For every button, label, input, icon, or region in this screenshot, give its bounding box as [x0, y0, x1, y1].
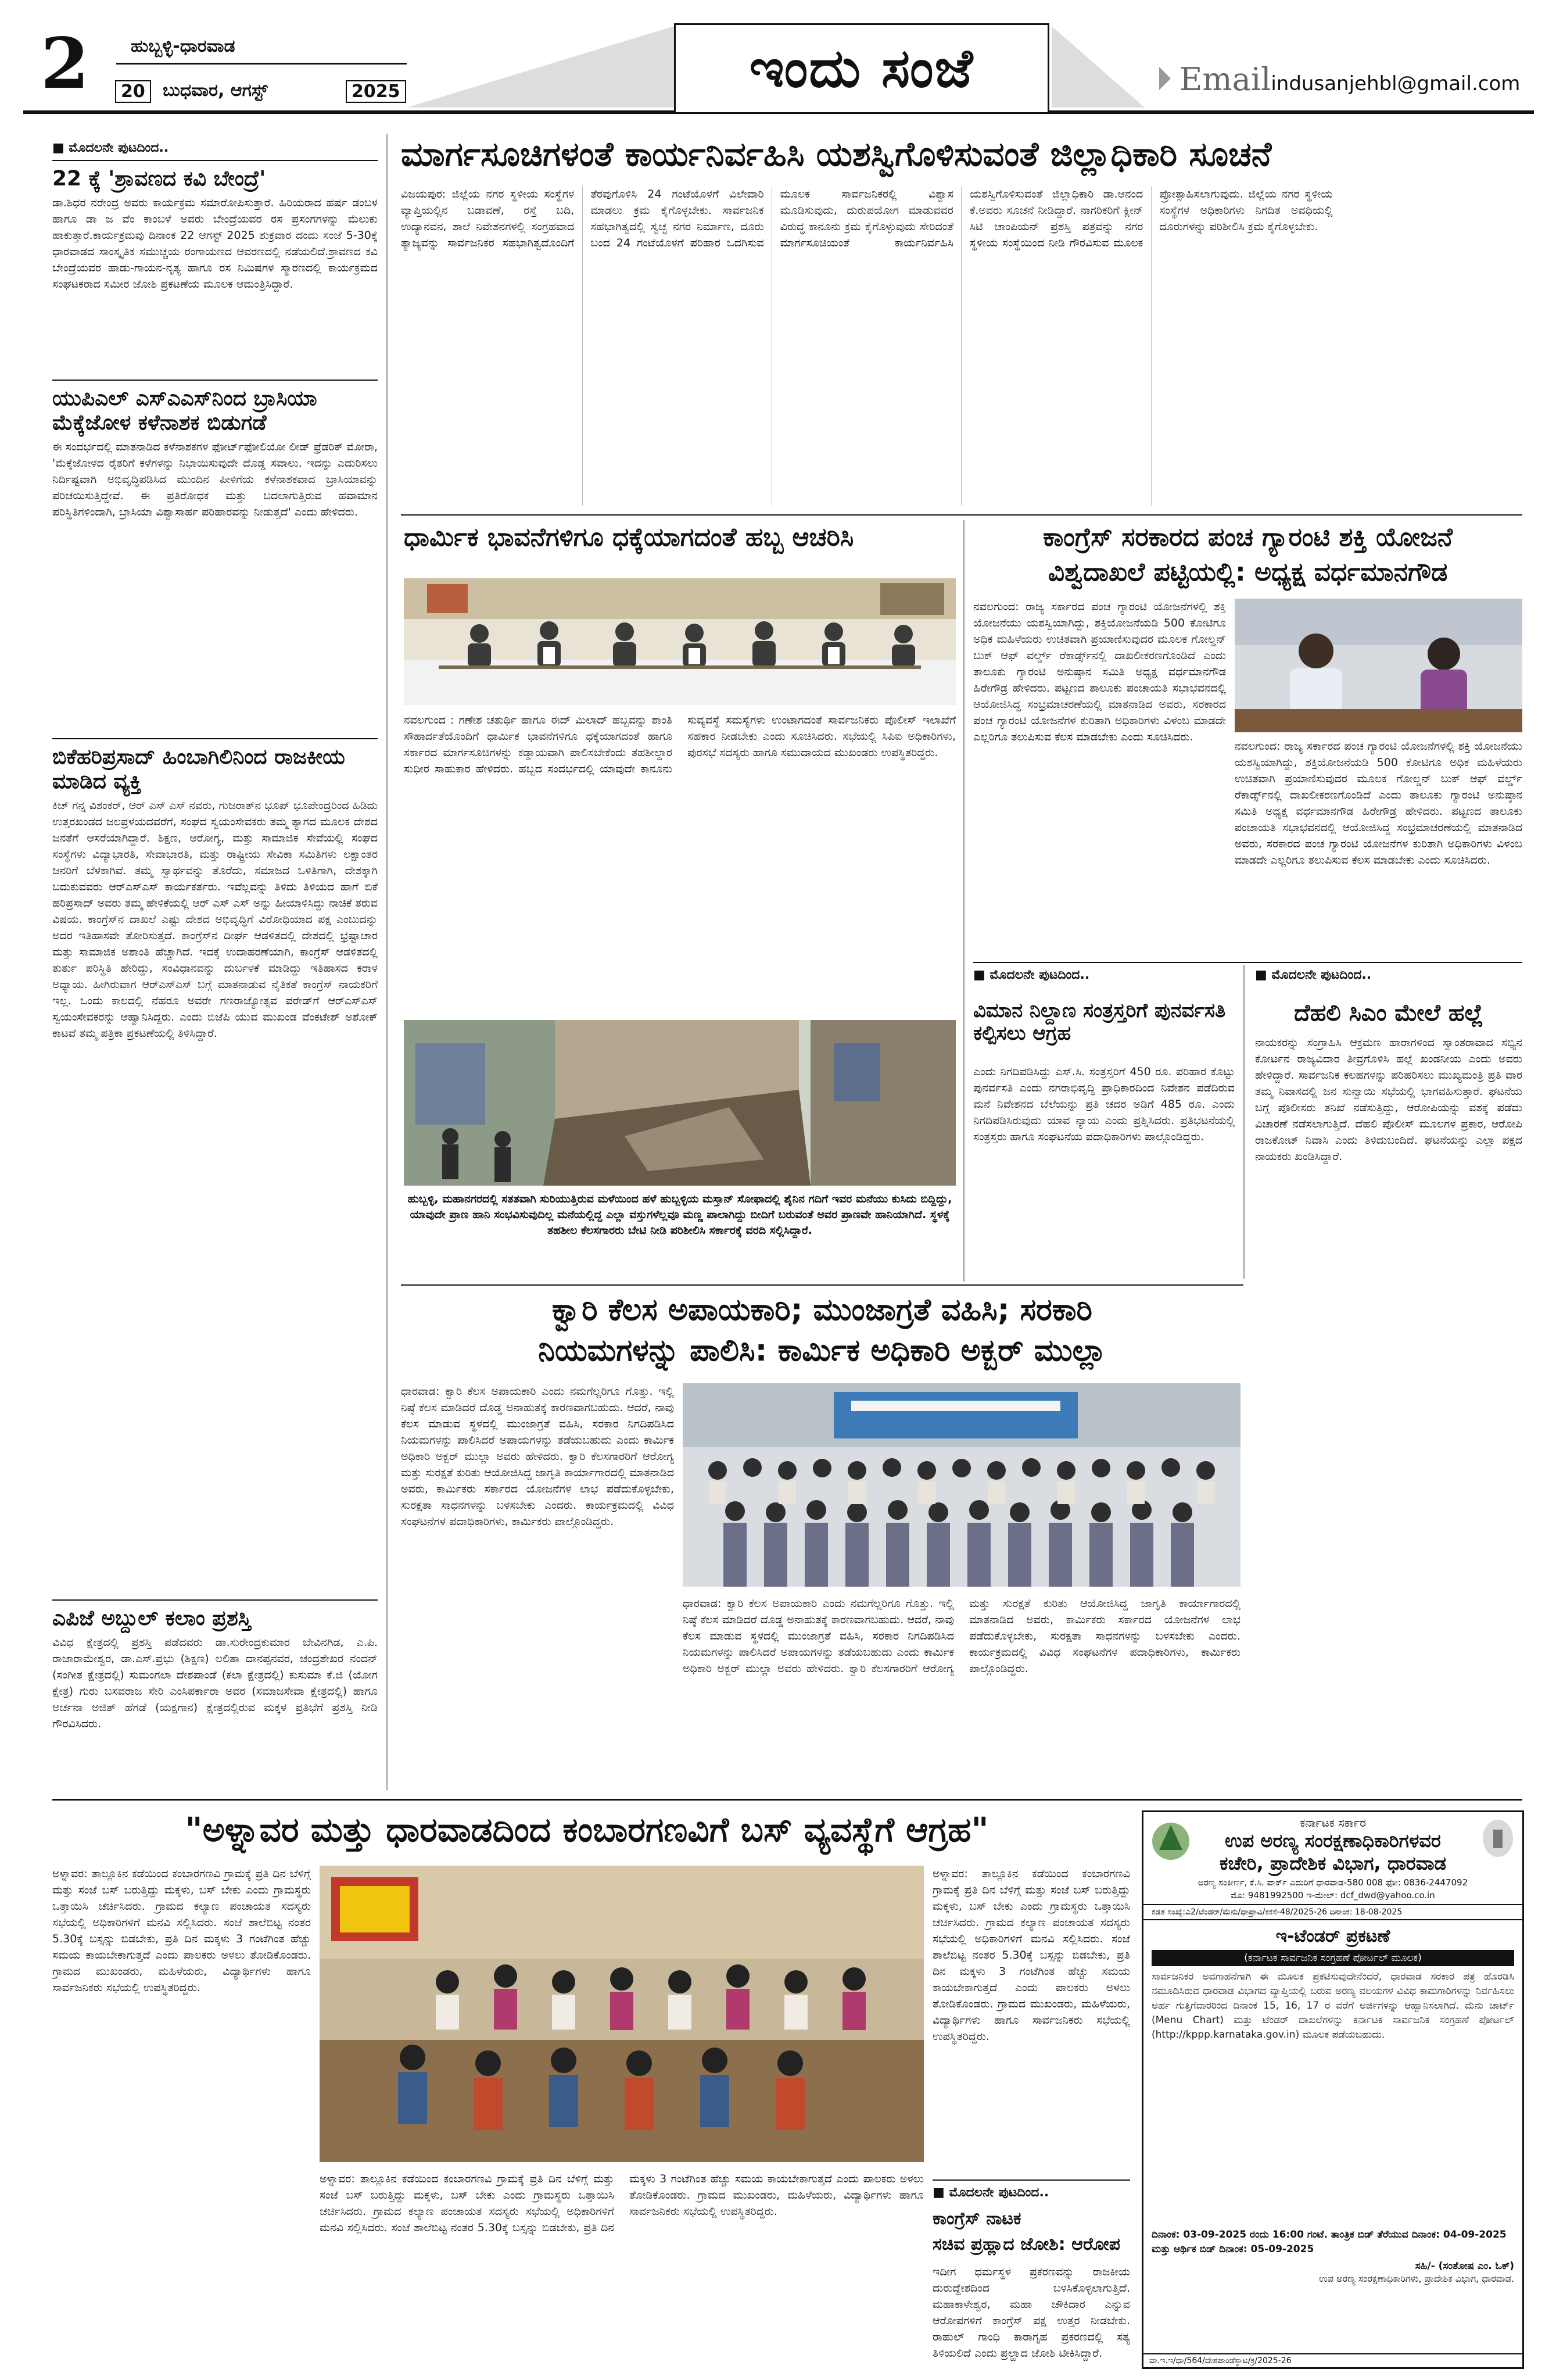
lead-headline: ಮಾರ್ಗಸೂಚಿಗಳಂತೆ ಕಾರ್ಯನಿರ್ವಹಿಸಿ ಯಶಸ್ವಿಗೊಳಿಸುವಂತೆ ಜಿಲ್ಲಾಧಿಕಾರಿ ಸೂಚನೆ — [401, 134, 1272, 174]
congress-body: ನವಲಗುಂದ: ರಾಜ್ಯ ಸರ್ಕಾರದ ಪಂಚ ಗ್ಯಾರಂಟಿ ಯೋಜನೆಗಳಲ್ಲಿ ಶಕ್ತಿ ಯೋಜನೆಯು ಯಶಸ್ವಿಯಾಗಿದ್ದು, ಶಕ್ತಿಯೋಜನೆಯಡಿ 500 ಕೋಟಿಗೂ ಅಧಿಕ ಮಹಿಳೆಯರು ಉಚಿತವಾಗಿ ಪ್ರಯಾಣಿಸುವುದರ ಮೂಲಕ ಗೋಲ್ಡನ್ ಬುಕ್ ಆಫ್ ವರ್ಲ್ಡ್ ರೆಕಾರ್ಡ್ಸ್‌ನಲ್ಲಿ ದಾಖಲೀಕರಣಗೊಂಡಿದೆ ಎಂದು ತಾಲೂಕು ಗ್ಯಾರಂಟಿ ಅನುಷ್ಠಾನ ಸಮಿತಿ ಅಧ್ಯಕ್ಷ ವರ್ಧಮಾನಗೌಡ ಹಿರೇಗೌಡ್ರ ಹೇಳಿದರು. ಪಟ್ಟಣದ ತಾಲೂಕು ಪಂಚಾಯತಿ ಸಭಾಭವನದಲ್ಲಿ ಆಯೋಜಿಸಿದ್ದ ಸಂಭ್ರಮಾಚರಣೆಯಲ್ಲಿ ಮಾತನಾಡಿದ ಅವರು, ಸರಕಾರದ ಪಂಚ ಗ್ಯಾರಂಟಿ ಯೋಜನೆಗಳ ಕುರಿತಾಗಿ ಅಧಿಕಾರಿಗಳು ವಿಳಂಬ ಮಾಡದೇ ಎಲ್ಲರಿಗೂ ತಲುಪಿಸುವ ಕೆಲಸ ಮಾಡಬೇಕು ಎಂದು ಸೂಚಿಸಿದರು. — [973, 600, 1226, 743]
divider — [401, 514, 1522, 516]
divider — [52, 738, 378, 739]
bus-body: ಅಳ್ನಾವರ: ತಾಲ್ಲೂಕಿನ ಕಡೆಯಿಂದ ಕಂಬಾರಗಣವಿ ಗ್ರಾಮಕ್ಕೆ ಪ್ರತಿ ದಿನ ಬೆಳಿಗ್ಗೆ ಮತ್ತು ಸಂಜೆ ಬಸ್ ಬರುತ್ತಿದ್ದು ಮಕ್ಕಳು, ಬಸ್ ಬೇಕು ಎಂದು ಗ್ರಾಮಸ್ಥರು ಒತ್ತಾಯಿಸಿ ಚರ್ಚಿಸಿದರು. ಗ್ರಾಮದ ಕಲ್ಯಾಣ ಪಂಚಾಯತ ಸದಸ್ಯರು ಸಭೆಯಲ್ಲಿ ಅಧಿಕಾರಿಗಳಿಗೆ ಮನವಿ ಸಲ್ಲಿಸಿದರು. ಸಂಜೆ ಶಾಲೆಬಿಟ್ಟ ನಂತರ 5.30ಕ್ಕೆ ಬಸ್ಸನ್ನು ಬಿಡಬೇಕು, ಪ್ರತಿ ದಿನ ಮಕ್ಕಳು 3 ಗಂಟೆಗಿಂತ ಹೆಚ್ಚು ಸಮಯ ಕಾಯಬೇಕಾಗುತ್ತದೆ ಎಂದು ಪಾಲಕರು ಅಳಲು ತೋಡಿಕೊಂಡರು. ಗ್ರಾಮದ ಮುಖಂಡರು, ಮಹಿಳೆಯರು, ವಿದ್ಯಾರ್ಥಿಗಳು ಹಾಗೂ ಸಾರ್ವಜನಿಕರು ಸಭೆಯಲ್ಲಿ ಉಪಸ್ಥಿತರಿದ್ದರು. — [52, 1867, 311, 1994]
delhi-body: ನಾಯಕರನ್ನು ಸಂಗ್ರಾಹಿಸಿ ಆಕ್ರಮಣ ಹಾರಾಗಳಿಂದ ಸ್ವಾಂತರಾವಾದ ಸಭ್ಯಿನ ಕೋರ್ಟನ ರಾಜ್ಯವಿದಾರ ತೀವ್ರಗೊಳಿಸಿ ಹಲ್ಲೆ ಖಂಡನೀಯ ಎಂದು ಅವರು ಹೇಳಿದ್ದಾರೆ. ಸಾರ್ವಜನಿಕ ಕಲಹಗಳನ್ನು ಪರಿಹರಿಸಲು ಮುಖ್ಯಮಂತ್ರಿ ಪ್ರತಿ ವಾರ ತಮ್ಮ ನಿವಾಸದಲ್ಲಿ ಜನ ಸುನ್ವಾಯಿ ಸಭೆಯಲ್ಲಿ ಭಾಗವಹಿಸುತ್ತಾರೆ. ಘಟನೆಯ ಬಗ್ಗೆ ಪೊಲೀಸರು ತನಿಖೆ ನಡೆಸುತ್ತಿದ್ದು, ಆರೋಪಿಯನ್ನು ವಶಕ್ಕೆ ಪಡೆದು ವಿಚಾರಣೆ ನಡೆಸಲಾಗುತ್ತಿದೆ. ದೆಹಲಿ ಪೊಲೀಸ್ ಮೂಲಗಳ ಪ್ರಕಾರ, ಆರೋಪಿ ರಾಜಕೋಟ್ ನಿವಾಸಿ ಎಂದು ತಿಳಿದುಬಂದಿದೆ. ಘಟನೆಯನ್ನು ಎಲ್ಲಾ ಪಕ್ಷದ ನಾಯಕರು ಖಂಡಿಸಿದ್ದಾರೆ. — [1255, 1036, 1522, 1163]
delhi-headline: ದೆಹಲಿ ಸಿಎಂ ಮೇಲೆ ಹಲ್ಲೆ — [1294, 1000, 1483, 1026]
date-text: ಬುಧವಾರ, ಆಗಸ್ಟ್ — [163, 80, 268, 101]
quarry-group-photo — [683, 1383, 1241, 1587]
date-day: 20 — [115, 80, 151, 103]
story-title: 22 ಕ್ಕೆ 'ಶ್ರಾವಣದ ಕವಿ ಬೇಂದ್ರೆ' — [52, 167, 266, 191]
masthead-right-shade — [1052, 26, 1145, 108]
notice-gov: ಕರ್ನಾಟಕ ಸರ್ಕಾರ — [1300, 1816, 1366, 1830]
divider — [52, 1799, 1522, 1801]
collapsed-house-photo — [404, 1020, 956, 1186]
tender-notice-ad — [1142, 1810, 1524, 2369]
quarry-headline-1: ಕ್ವಾರಿ ಕೆಲಸ ಅಪಾಯಕಾರಿ; ಮುಂಜಾಗ್ರತೆ ವಹಿಸಿ; ಸರಕಾರಿ — [552, 1293, 1092, 1327]
vimana-headline: ವಿಮಾನ ನಿಲ್ದಾಣ ಸಂತ್ರಸ್ತರಿಗೆ ಪುನರ್ವಸತಿ ಕಲ್ಪಿಸಲು ಆಗ್ರಹ — [973, 999, 1226, 1046]
continued-tag: ■ ಮೊದಲನೇ ಪುಟದಿಂದ.. — [973, 968, 1089, 982]
continued-tag: ■ ಮೊದಲನೇ ಪುಟದಿಂದ.. — [933, 2185, 1049, 2200]
column-rule — [1243, 965, 1245, 1279]
email-block — [1179, 61, 1520, 98]
bus-body-cont: ಅಳ್ನಾವರ: ತಾಲ್ಲೂಕಿನ ಕಡೆಯಿಂದ ಕಂಬಾರಗಣವಿ ಗ್ರಾಮಕ್ಕೆ ಪ್ರತಿ ದಿನ ಬೆಳಿಗ್ಗೆ ಮತ್ತು ಸಂಜೆ ಬಸ್ ಬರುತ್ತಿದ್ದು ಮಕ್ಕಳು, ಬಸ್ ಬೇಕು ಎಂದು ಗ್ರಾಮಸ್ಥರು ಒತ್ತಾಯಿಸಿ ಚರ್ಚಿಸಿದರು. ಗ್ರಾಮದ ಕಲ್ಯಾಣ ಪಂಚಾಯತ ಸದಸ್ಯರು ಸಭೆಯಲ್ಲಿ ಅಧಿಕಾರಿಗಳಿಗೆ ಮನವಿ ಸಲ್ಲಿಸಿದರು. ಸಂಜೆ ಶಾಲೆಬಿಟ್ಟ ನಂತರ 5.30ಕ್ಕೆ ಬಸ್ಸನ್ನು ಬಿಡಬೇಕು, ಪ್ರತಿ ದಿನ ಮಕ್ಕಳು 3 ಗಂಟೆಗಿಂತ ಹೆಚ್ಚು ಸಮಯ ಕಾಯಬೇಕಾಗುತ್ತದೆ ಎಂದು ಪಾಲಕರು ಅಳಲು ತೋಡಿಕೊಂಡರು. ಗ್ರಾಮದ ಮುಖಂಡರು, ಮಹಿಳೆಯರು, ವಿದ್ಯಾರ್ಥಿಗಳು ಹಾಗೂ ಸಾರ್ವಜನಿಕರು ಸಭೆಯಲ್ಲಿ ಉಪಸ್ಥಿತರಿದ್ದರು. — [320, 2173, 924, 2234]
dharmika-body: ನವಲಗುಂದ : ಗಣೇಶ ಚತುರ್ಥಿ ಹಾಗೂ ಈದ್ ಮಿಲಾದ್ ಹಬ್ಬವನ್ನು ಶಾಂತಿ ಸೌಹಾರ್ದತೆಯೊಂದಿಗೆ ಧಾರ್ಮಿಕ ಭಾವನೆಗಳಿಗೂ ಧಕ್ಕೆಯಾಗದಂತೆ ಹಾಗೂ ಸರ್ಕಾರದ ಮಾರ್ಗಸೂಚಿಗಳನ್ನು ಕಡ್ಡಾಯವಾಗಿ ಪಾಲಿಸಬೇಕೆಂದು ತಹಶೀಲ್ದಾರ ಸುಧೀರ ಸಾಹುಕಾರ ಹೇಳಿದರು. ಹಬ್ಬದ ಸಂದರ್ಭದಲ್ಲಿ ಯಾವುದೇ ಕಾನೂನು ಸುವ್ಯವಸ್ಥೆ ಸಮಸ್ಯೆಗಳು ಉಂಟಾಗದಂತೆ ಸಾರ್ವಜನಿಕರು ಪೊಲೀಸ್ ಇಲಾಖೆಗೆ ಸಹಕಾರ ನೀಡಬೇಕು ಎಂದು ಸೂಚಿಸಿದರು. ಸಭೆಯಲ್ಲಿ ಸಿಪಿಐ ಅಧಿಕಾರಿಗಳು, ಪುರಸಭೆ ಸದಸ್ಯರು ಹಾಗೂ ಸಮುದಾಯದ ಮುಖಂಡರು ಉಪಸ್ಥಿತರಿದ್ದರು. — [404, 714, 956, 775]
photo-caption: ಹುಬ್ಬಳ್ಳಿ, ಮಹಾನಗರದಲ್ಲಿ ಸತತವಾಗಿ ಸುರಿಯುತ್ತಿರುವ ಮಳೆಯಿಂದ ಹಳೆ ಹುಬ್ಬಳ್ಳಿಯ ಮಸ್ತಾನ್ ಸೋಫಾದಲ್ಲಿ ಶೈನಿನ ಗದಿಗೆ ಇವರ ಮನೆಯು ಕುಸಿದು ಬಿದ್ದಿದ್ದು, ಯಾವುದೇ ಪ್ರಾಣ ಹಾನಿ ಸಂಭವಿಸುವುದಿಲ್ಲ ಮನೆಯಲ್ಲಿದ್ದ ಎಲ್ಲಾ ವಸ್ತುಗಳೆಲ್ಲವೂ ಮಣ್ಣ ಪಾಲಾಗಿದ್ದು ಬೀದಿಗೆ ಬರುವಂತೆ ಅವರ ಪ್ರಾಣವೇ ಹಾನಿಯಾಗಿದೆ. ಸ್ಥಳಕ್ಕೆ ತಹಶೀಲ ಕೆಲಸಗಾರರು ಬೇಟಿ ನೀಡಿ ಪರಿಶೀಲಿಸಿ ಸರ್ಕಾರಕ್ಕೆ ವರದಿ ಸಲ್ಲಿಸಿದ್ದಾರೆ. — [407, 1193, 952, 1237]
divider — [973, 962, 1522, 963]
masthead-logo: ಇಂದು ಸಂಜೆ — [674, 23, 1049, 114]
divider — [52, 160, 378, 161]
continued-tag: ■ ಮೊದಲನೇ ಪುಟದಿಂದ.. — [52, 141, 378, 155]
notice-sign: ಸಹಿ/- (ಸಂತೋಷ ಎಂ. ಓಕ್) — [1415, 2260, 1514, 2272]
quarry-headline-2: ನಿಯಮಗಳನ್ನು ಪಾಲಿಸಿ: ಕಾರ್ಮಿಕ ಅಧಿಕಾರಿ ಅಕ್ಬರ್ ಮುಲ್ಲಾ — [538, 1333, 1106, 1368]
email-address[interactable]: indusanjehbl@gmail.com — [1271, 72, 1521, 95]
divider — [52, 1599, 378, 1601]
edition-name: ಹುಬ್ಬಳ್ಳಿ-ಧಾರವಾಡ — [131, 36, 235, 56]
quarry-body: ಧಾರವಾಡ: ಕ್ವಾರಿ ಕೆಲಸ ಅಪಾಯಕಾರಿ ಎಂದು ನಮಗೆಲ್ಲರಿಗೂ ಗೊತ್ತು. ಇಲ್ಲಿ ನಿಷ್ಠೆ ಕೆಲಸ ಮಾಡಿದರೆ ದೊಡ್ಡ ಅನಾಹುತಕ್ಕೆ ಕಾರಣವಾಗಬಹುದು. ಆದರೆ, ನಾವು ಕೆಲಸ ಮಾಡುವ ಸ್ಥಳದಲ್ಲಿ ಮುಂಜಾಗ್ರತೆ ವಹಿಸಿ, ಸರಕಾರ ನಿಗದಿಪಡಿಸಿದ ನಿಯಮಗಳನ್ನು ಪಾಲಿಸಿದರೆ ಅಪಾಯಗಳನ್ನು ತಡೆಯಬಹುದು ಎಂದು ಕಾರ್ಮಿಕ ಅಧಿಕಾರಿ ಅಕ್ಬರ್ ಮುಲ್ಲಾ ಅವರು ಹೇಳಿದರು. ಕ್ವಾರಿ ಕೆಲಸಗಾರರಿಗೆ ಆರೋಗ್ಯ ಮತ್ತು ಸುರಕ್ಷತೆ ಕುರಿತು ಆಯೋಜಿಸಿದ್ದ ಜಾಗೃತಿ ಕಾರ್ಯಾಗಾರದಲ್ಲಿ ಮಾತನಾಡಿದ ಅವರು, ಕಾರ್ಮಿಕರು ಸರ್ಕಾರದ ಯೋಜನೆಗಳ ಲಾಭ ಪಡೆದುಕೊಳ್ಳಬೇಕು, ಸುರಕ್ಷತಾ ಸಾಧನಗಳನ್ನು ಬಳಸಬೇಕು ಎಂದರು. ಕಾರ್ಯಕ್ರಮದಲ್ಲಿ ವಿವಿಧ ಸಂಘಟನೆಗಳ ಪದಾಧಿಕಾರಿಗಳು, ಕಾರ್ಮಿಕರು ಪಾಲ್ಗೊಂಡಿದ್ದರು. — [401, 1385, 674, 1528]
email-label: Email — [1179, 61, 1271, 98]
notice-title-2: ಕಚೇರಿ, ಪ್ರಾದೇಶಿಕ ವಿಭಾಗ, ಧಾರವಾಡ — [1220, 1852, 1446, 1874]
divider — [933, 2179, 1130, 2181]
story-title: ಎಪಿಜೆ ಅಬ್ದುಲ್ ಕಲಾಂ ಪ್ರಶಸ್ತಿ — [52, 1606, 251, 1630]
story-title: ಬಿಕೆಹರಿಪ್ರಸಾದ್ ಹಿಂಬಾಗಿಲಿನಿಂದ ರಾಜಕೀಯ ಮಾಡಿದ ವ್ಯಕ್ತಿ — [52, 745, 345, 793]
meeting-photo — [404, 578, 956, 705]
story-body: ವಿವಿಧ ಕ್ಷೇತ್ರದಲ್ಲಿ ಪ್ರಶಸ್ತಿ ಪಡೆದವರು ಡಾ.ಸುರೇಂದ್ರಕುಮಾರ ಬೇವಿನಗಿಡ, ಎ.ಪಿ. ರಾಜಾರಾಮೇಶ್ವರ, ಡಾ.ಎಸ್.ಪ್ರಭು (ಶಿಕ್ಷಣ) ಲಲಿತಾ ದಾನಪ್ಪನವರ, ಚಂದ್ರಶೇಖರ ನಂದನ್ (ಸಂಗೀತ ಕ್ಷೇತ್ರದಲ್ಲಿ) ಸುಮಂಗಲಾ ದೇಶಪಾಂಡೆ (ಕಲಾ ಕ್ಷೇತ್ರದಲ್ಲಿ) ಕುಸುಮಾ ಕೆ.ಜಿ (ಯೋಗ ಕ್ಷೇತ್ರ) ಗುರು ಬಸವರಾಜ ಸೇರಿ ಎಂಸಿಪರ್ಕಾರಾ ಅವರ (ಸಮಾಜಸೇವಾ ಕ್ಷೇತ್ರದಲ್ಲಿ) ಹಾಗೂ ಅರ್ಚನಾ ಅಜಿತ್ ಹೆಗಡೆ (ಯಕ್ಷಗಾನ) ಕ್ಷೇತ್ರದಲ್ಲಿರುವ ಮಕ್ಕಳ ಪ್ರತಿಭೆಗೆ ಪ್ರಶಸ್ತಿ ನೀಡಿ ಗೌರವಿಸಿದರು. — [52, 1636, 378, 1730]
divider — [401, 1284, 1243, 1286]
bus-body-side: ಅಳ್ನಾವರ: ತಾಲ್ಲೂಕಿನ ಕಡೆಯಿಂದ ಕಂಬಾರಗಣವಿ ಗ್ರಾಮಕ್ಕೆ ಪ್ರತಿ ದಿನ ಬೆಳಿಗ್ಗೆ ಮತ್ತು ಸಂಜೆ ಬಸ್ ಬರುತ್ತಿದ್ದು ಮಕ್ಕಳು, ಬಸ್ ಬೇಕು ಎಂದು ಗ್ರಾಮಸ್ಥರು ಒತ್ತಾಯಿಸಿ ಚರ್ಚಿಸಿದರು. ಗ್ರಾಮದ ಕಲ್ಯಾಣ ಪಂಚಾಯತ ಸದಸ್ಯರು ಸಭೆಯಲ್ಲಿ ಅಧಿಕಾರಿಗಳಿಗೆ ಮನವಿ ಸಲ್ಲಿಸಿದರು. ಸಂಜೆ ಶಾಲೆಬಿಟ್ಟ ನಂತರ 5.30ಕ್ಕೆ ಬಸ್ಸನ್ನು ಬಿಡಬೇಕು, ಪ್ರತಿ ದಿನ ಮಕ್ಕಳು 3 ಗಂಟೆಗಿಂತ ಹೆಚ್ಚು ಸಮಯ ಕಾಯಬೇಕಾಗುತ್ತದೆ ಎಂದು ಪಾಲಕರು ಅಳಲು ತೋಡಿಕೊಂಡರು. ಗ್ರಾಮದ ಮುಖಂಡರು, ಮಹಿಳೆಯರು, ವಿದ್ಯಾರ್ಥಿಗಳು ಹಾಗೂ ಸಾರ್ವಜನಿಕರು ಸಭೆಯಲ್ಲಿ ಉಪಸ್ಥಿತರಿದ್ದರು. — [933, 1867, 1130, 2043]
natak-body: ಇದೀಗ ಧರ್ಮಸ್ಥಳ ಪ್ರಕರಣವನ್ನು ರಾಜಕೀಯ ದುರುದ್ದೇಶದಿಂದ ಬಳಸಿಕೊಳ್ಳಲಾಗುತ್ತಿದೆ. ಮಹಾಕಾಳೇಶ್ವರ, ಮಹಾ ಚೌಕಿದಾರ ಎನ್ನುವ ಆರೋಪಗಳಿಗೆ ಕಾಂಗ್ರೆಸ್ ಪಕ್ಷ ಉತ್ತರ ನೀಡಬೇಕು. ರಾಹುಲ್ ಗಾಂಧಿ ಕಾರಾಗೃಹ ಪ್ರಕರಣದಲ್ಲಿ ಸತ್ಯ ತಿಳಿಯಲಿದೆ ಎಂದು ಪ್ರಲ್ಹಾದ ಜೋಶಿ ಟೀಕಿಸಿದ್ದಾರೆ. — [933, 2266, 1130, 2360]
masthead-left-shade — [407, 26, 674, 108]
story-body: ಈ ಸಂದರ್ಭದಲ್ಲಿ ಮಾತನಾಡಿದ ಕಳೆನಾಶಕಗಳ ಫೋರ್ಟ್‌ಫೋಲಿಯೋ ಲೀಡ್ ಫ್ರೆಡರಿಕ್ ಮೋರಾ, 'ಮೆಕ್ಕೆಜೋಳದ ರೈತರಿಗೆ ಕಳೆಗಳನ್ನು ನಿಭಾಯಿಸುವುದೇ ದೊಡ್ಡ ಸವಾಲು. ಇದನ್ನು ಎದುರಿಸಲು ನಿರ್ದಿಷ್ಟವಾಗಿ ಅಭಿವೃದ್ಧಿಪಡಿಸಿದ ಮುಂದಿನ ಪೀಳಿಗೆಯ ಕಳೆನಾಶಕವಾದ ಬ್ರಾಸಿಯಾವನ್ನು ಪರಿಚಯಿಸುತ್ತಿದ್ದೇವೆ. ಈ ಪ್ರತಿರೋಧಕ ಮತ್ತು ಬದಲಾಗುತ್ತಿರುವ ಹವಾಮಾನ ಪರಿಸ್ಥಿತಿಗಳಿಂದಾಗಿ, ಬ್ರಾಸಿಯಾ ವಿಶ್ವಾಸಾರ್ಹ ಪರಿಹಾರವನ್ನು ನೀಡುತ್ತದೆ' ಎಂದು ಹೇಳಿದರು. — [52, 441, 378, 518]
karnataka-emblem-icon — [1480, 1818, 1515, 1859]
email-arrow-icon — [1159, 67, 1171, 92]
column-rule — [386, 134, 388, 1790]
notice-footer: ವಾ.ಇ.ಇ/ಧಾ/564/ದೇಶಪಾಂಡೆಸ್ಥಾಟ/ಕ್ರ/2025-26 — [1143, 2353, 1522, 2367]
story-body: ಡಾ.ಶಿಧರ ನರೇಂದ್ರ ಅವರು ಕಾರ್ಯಕ್ರಮ ಸಮಾರೋಪಿಸುತ್ತಾರೆ. ಹಿರಿಯರಾದ ಹರ್ಷ ಡಂಬಳ ಹಾಗೂ ಡಾ ಜ ವೆಂ ಕಾಂಬಳೆ ಅವರು ಬೇಂದ್ರೆಯವರ ರಸ ಪ್ರಸಂಗಗಳನ್ನು ಮೆಲುಕು ಹಾಕುತ್ತಾರೆ.ಕಾರ್ಯಕ್ರಮವು ದಿನಾಂಕ 22 ಆಗಸ್ಟ್ 2025 ಶುಕ್ರವಾರ ದಂದು ಸಂಜೆ 5-30ಕ್ಕೆ ಧಾರವಾಡದ ಸಾಂಸ್ಕೃತಿಕ ಸಮುಚ್ಚಯ ರಂಗಾಯಣದ ಆವರಣದಲ್ಲಿ ನಡೆಯಲಿದೆ.ಶ್ರಾವಣದ ಕವಿ ಬೇಂದ್ರೆಯವರ ಹಾಡು-ಗಾಯನ-ನೃತ್ಯ ಹಾಗೂ ರಸ ನಿಮಿಷಗಳ ಸ್ಮಾರಣದಲ್ಲಿ ಕಾರ್ಯಕ್ರಮದ ಸಂಘಟಕರಾದ ಸಮೀರ ಜೋಶಿ ಪ್ರಕಟಣೆಯ ಮೂಲಕ ಆಮಂತ್ರಿಸಿದ್ದಾರೆ. — [52, 196, 378, 291]
congress-photo — [1235, 599, 1522, 732]
notice-heading: ಇ-ಟೆಂಡರ್ ಪ್ರಕಟಣೆ — [1275, 1926, 1390, 1946]
forest-emblem-icon — [1150, 1818, 1191, 1864]
quarry-body-cont: ಧಾರವಾಡ: ಕ್ವಾರಿ ಕೆಲಸ ಅಪಾಯಕಾರಿ ಎಂದು ನಮಗೆಲ್ಲರಿಗೂ ಗೊತ್ತು. ಇಲ್ಲಿ ನಿಷ್ಠೆ ಕೆಲಸ ಮಾಡಿದರೆ ದೊಡ್ಡ ಅನಾಹುತಕ್ಕೆ ಕಾರಣವಾಗಬಹುದು. ಆದರೆ, ನಾವು ಕೆಲಸ ಮಾಡುವ ಸ್ಥಳದಲ್ಲಿ ಮುಂಜಾಗ್ರತೆ ವಹಿಸಿ, ಸರಕಾರ ನಿಗದಿಪಡಿಸಿದ ನಿಯಮಗಳನ್ನು ಪಾಲಿಸಿದರೆ ಅಪಾಯಗಳನ್ನು ತಡೆಯಬಹುದು ಎಂದು ಕಾರ್ಮಿಕ ಅಧಿಕಾರಿ ಅಕ್ಬರ್ ಮುಲ್ಲಾ ಅವರು ಹೇಳಿದರು. ಕ್ವಾರಿ ಕೆಲಸಗಾರರಿಗೆ ಆರೋಗ್ಯ ಮತ್ತು ಸುರಕ್ಷತೆ ಕುರಿತು ಆಯೋಜಿಸಿದ್ದ ಜಾಗೃತಿ ಕಾರ್ಯಾಗಾರದಲ್ಲಿ ಮಾತನಾಡಿದ ಅವರು, ಕಾರ್ಮಿಕರು ಸರ್ಕಾರದ ಯೋಜನೆಗಳ ಲಾಭ ಪಡೆದುಕೊಳ್ಳಬೇಕು, ಸುರಕ್ಷತಾ ಸಾಧನಗಳನ್ನು ಬಳಸಬೇಕು ಎಂದರು. ಕಾರ್ಯಕ್ರಮದಲ್ಲಿ ವಿವಿಧ ಸಂಘಟನೆಗಳ ಪದಾಧಿಕಾರಿಗಳು, ಕಾರ್ಮಿಕರು ಪಾಲ್ಗೊಂಡಿದ್ದರು. — [683, 1597, 1241, 1675]
notice-address: ಅರಣ್ಯ ಸಂಕೀರ್ಣ, ಕೆ.ಸಿ. ಪಾರ್ಕ್ ಎದುರಿಗೆ ಧಾರವಾಡ-580 008 ಫೋ: 0836-2447092 — [1198, 1877, 1468, 1888]
notice-dates: ದಿನಾಂಕ: 03-09-2025 ರಂದು 16:00 ಗಂಟೆ. ತಾಂತ್ರಿಕ ಬಿಡ್ ತೆರೆಯುವ ದಿನಾಂಕ: 04-09-2025 ಮತ್ತು ಆರ್ಥಿಕ ಬಿಡ್ ದಿನಾಂಕ: 05-09-2025 — [1152, 2229, 1507, 2255]
natak-headline: ಸಚಿವ ಪ್ರಹ್ಲಾದ ಜೋಶಿ: ಆರೋಪ — [933, 2234, 1121, 2254]
congress-body-cont: ನವಲಗುಂದ: ರಾಜ್ಯ ಸರ್ಕಾರದ ಪಂಚ ಗ್ಯಾರಂಟಿ ಯೋಜನೆಗಳಲ್ಲಿ ಶಕ್ತಿ ಯೋಜನೆಯು ಯಶಸ್ವಿಯಾಗಿದ್ದು, ಶಕ್ತಿಯೋಜನೆಯಡಿ 500 ಕೋಟಿಗೂ ಅಧಿಕ ಮಹಿಳೆಯರು ಉಚಿತವಾಗಿ ಪ್ರಯಾಣಿಸುವುದರ ಮೂಲಕ ಗೋಲ್ಡನ್ ಬುಕ್ ಆಫ್ ವರ್ಲ್ಡ್ ರೆಕಾರ್ಡ್ಸ್‌ನಲ್ಲಿ ದಾಖಲೀಕರಣಗೊಂಡಿದೆ ಎಂದು ತಾಲೂಕು ಗ್ಯಾರಂಟಿ ಅನುಷ್ಠಾನ ಸಮಿತಿ ಅಧ್ಯಕ್ಷ ವರ್ಧಮಾನಗೌಡ ಹಿರೇಗೌಡ್ರ ಹೇಳಿದರು. ಪಟ್ಟಣದ ತಾಲೂಕು ಪಂಚಾಯತಿ ಸಭಾಭವನದಲ್ಲಿ ಆಯೋಜಿಸಿದ್ದ ಸಂಭ್ರಮಾಚರಣೆಯಲ್ಲಿ ಮಾತನಾಡಿದ ಅವರು, ಸರಕಾರದ ಪಂಚ ಗ್ಯಾರಂಟಿ ಯೋಜನೆಗಳ ಕುರಿತಾಗಿ ಅಧಿಕಾರಿಗಳು ವಿಳಂಬ ಮಾಡದೇ ಎಲ್ಲರಿಗೂ ತಲುಪಿಸುವ ಕೆಲಸ ಮಾಡಬೇಕು ಎಂದು ಸೂಚಿಸಿದರು. — [1235, 740, 1522, 867]
header-rule — [116, 63, 407, 65]
left-column — [52, 141, 378, 1814]
lead-body: ವಿಜಯಪುರ: ಜಿಲ್ಲೆಯ ನಗರ ಸ್ಥಳೀಯ ಸಂಸ್ಥೆಗಳ ವ್ಯಾಪ್ತಿಯಲ್ಲಿನ ಬಡಾವಣೆ, ರಸ್ತೆ ಬದಿ, ಉದ್ಯಾನವನ, ಶಾಲೆ ನಿವೇಶನಗಳಲ್ಲಿ ಸಂಗ್ರಹವಾದ ತ್ಯಾಜ್ಯವನ್ನು ಸಾರ್ವಜನಿಕರ ಸಹಭಾಗಿತ್ವದೊಂದಿಗೆ ತೆರವುಗೊಳಿಸಿ 24 ಗಂಟೆಯೊಳಗೆ ವಿಲೇವಾರಿ ಮಾಡಲು ಕ್ರಮ ಕೈಗೊಳ್ಳಬೇಕು. ಸಾರ್ವಜನಿಕ ಸಹಭಾಗಿತ್ವದಲ್ಲಿ ಸ್ವಚ್ಛ ನಗರ ನಿರ್ಮಾಣ, ದೂರು ಬಂದ 24 ಗಂಟೆಯೊಳಗೆ ಪರಿಹಾರ ಒದಗಿಸುವ ಮೂಲಕ ಸಾರ್ವಜನಿಕರಲ್ಲಿ ವಿಶ್ವಾಸ ಮೂಡಿಸುವುದು, ದುರುಪಯೋಗ ಮಾಡುವವರ ವಿರುದ್ಧ ಕಾನೂನು ಕ್ರಮ ಕೈಗೊಳ್ಳುವುದು ಸೇರಿದಂತೆ ಮಾರ್ಗಸೂಚಿಯಂತೆ ಕಾರ್ಯನಿರ್ವಹಿಸಿ ಯಶಸ್ವಿಗೊಳಿಸುವಂತೆ ಜಿಲ್ಲಾಧಿಕಾರಿ ಡಾ.ಆನಂದ ಕೆ.ಅವರು ಸೂಚನೆ ನೀಡಿದ್ದಾರೆ. ನಾಗರಿಕರಿಗೆ ಕ್ಲೀನ್ ಸಿಟಿ ಚಾಂಪಿಯನ್ ಪ್ರಶಸ್ತಿ ಪತ್ರವನ್ನು ನಗರ ಸ್ಥಳೀಯ ಸಂಸ್ಥೆಯಿಂದ ನೀಡಿ ಗೌರವಿಸುವ ಮೂಲಕ ಪ್ರೋತ್ಸಾಹಿಸಲಾಗುವುದು. ಜಿಲ್ಲೆಯ ನಗರ ಸ್ಥಳೀಯ ಸಂಸ್ಥೆಗಳ ಅಧಿಕಾರಿಗಳು ನಿಗದಿತ ಅವಧಿಯಲ್ಲಿ ದೂರುಗಳನ್ನು ಪರಿಶೀಲಿಸಿ ಕ್ರಮ ಕೈಗೊಳ್ಳಬೇಕು. — [401, 188, 1333, 249]
notice-sign-title: ಉಪ ಅರಣ್ಯ ಸಂರಕ್ಷಣಾಧಿಕಾರಿಗಳು, ಪ್ರಾದೇಶಿಕ ವಿಭಾಗ, ಧಾರವಾಡ. — [1318, 2273, 1514, 2284]
continued-tag: ■ ಮೊದಲನೇ ಪುಟದಿಂದ.. — [1255, 968, 1371, 982]
congress-headline-1: ಕಾಂಗ್ರೆಸ್ ಸರಕಾರದ ಪಂಚ ಗ್ಯಾರಂಟಿ ಶಕ್ತಿ ಯೋಜನೆ — [1042, 522, 1453, 552]
dharmika-headline: ಧಾರ್ಮಿಕ ಭಾವನೆಗಳಿಗೂ ಧಕ್ಕೆಯಾಗದಂತೆ ಹಬ್ಬ ಆಚರಿಸಿ — [404, 522, 854, 552]
notice-title-1: ಉಪ ಅರಣ್ಯ ಸಂರಕ್ಷಣಾಧಿಕಾರಿಗಳವರ — [1225, 1830, 1441, 1852]
bus-headline: "ಅಳ್ನಾವರ ಮತ್ತು ಧಾರವಾಡದಿಂದ ಕಂಬಾರಗಣವಿಗೆ ಬಸ್ ವ್ಯವಸ್ಥೆಗೆ ಆಗ್ರಹ" — [185, 1810, 989, 1849]
village-meeting-photo — [320, 1866, 924, 2162]
natak-kicker: ಕಾಂಗ್ರೆಸ್ ನಾಟಕ — [933, 2209, 1021, 2229]
year-box: 2025 — [346, 80, 406, 103]
story-title: ಯುಪಿಎಲ್ ಎಸ್‌ಎಎಸ್‌ನಿಂದ ಬ್ರಾಸಿಯಾ ಮೆಕ್ಕೆಜೋಳ ಕಳೆನಾಶಕ ಬಿಡುಗಡೆ — [52, 386, 317, 435]
column-rule — [963, 520, 965, 1282]
congress-headline-2: ವಿಶ್ವದಾಖಲೆ ಪಟ್ಟಿಯಲ್ಲಿ: ಅಧ್ಯಕ್ಷ ವರ್ಧಮಾನಗೌಡ — [1048, 557, 1448, 587]
notice-body: ಸಾರ್ವಜನಿಕರ ಅವಗಾಹನೆಗಾಗಿ ಈ ಮೂಲಕ ಪ್ರಕಟಿಸುವುದೇನೆಂದರೆ, ಧಾರವಾಡ ಸರಕಾರ ಪತ್ರ ಹೊರಡಿಸಿ ನಮೂದಿಸಿರುವ ಧಾರವಾಡ ವಿಭಾಗದ ವ್ಯಾಪ್ತಿಯಲ್ಲಿ ಬರುವ ಅರಣ್ಯ ವಲಯಗಳ ವಿವಿಧ ಕಾಮಗಾರಿಗಳನ್ನು ನಿರ್ವಹಿಸಲು ಅರ್ಹ ಗುತ್ತಿಗೆದಾರರಿಂದ ದಿನಾಂಕ 15, 16, 17 ರ ವರೆಗೆ ಅರ್ಜಿಗಳನ್ನು ಆಹ್ವಾನಿಸಲಾಗಿದೆ. ಮೆನು ಚಾರ್ಟ್ (Menu Chart) ಮತ್ತು ಟೆಂಡರ್ ದಾಖಲೆಗಳನ್ನು ಕರ್ನಾಟಕ ಸಾರ್ವಜನಿಕ ಸಂಗ್ರಹಣೆ ಪೋರ್ಟಲ್ (http://kppp.karnataka.gov.in) ಮೂಲಕ ಪಡೆಯಬಹುದು. — [1152, 1971, 1514, 2041]
story-body: ಕಿಚ್ ಗನ್ನ ವಿಶಂಕರ್, ಆರ್ ಎಸ್ ಎಸ್ ನವರು, ಗುಜರಾತ್‌ನ ಭೂಪ್ ಭೂಪೇಂದ್ರರಿಂದ ಹಿಡಿದು ಉತ್ತರಖಂಡದ ಜಲಪ್ರಳಯದವರೆಗೆ, ಸಂಘದ ಸ್ವಯಂಸೇವಕರು ತಮ್ಮ ತ್ಯಾಗದ ಮೂಲಕ ದೇಶದ ಜನತೆಗೆ ಆಸರೆಯಾಗಿದ್ದಾರೆ. ಶಿಕ್ಷಣ, ಆರೋಗ್ಯ, ಮತ್ತು ಸಾಮಾಜಿಕ ಸೇವೆಯಲ್ಲಿ ಸಂಘದ ಸಂಸ್ಥೆಗಳು ವಿದ್ಯಾಭಾರತಿ, ಸೇವಾಭಾರತಿ, ಮತ್ತು ರಾಷ್ಟ್ರೀಯ ಸೇವಿಕಾ ಸಮಿತಿಗಳು ಲಕ್ಷಾಂತರ ಜನರಿಗೆ ಬೆಳಕಾಗಿವೆ. ತಮ್ಮ ಸ್ವಾರ್ಥವನ್ನು ತೊರೆದು, ಸಮಾಜದ ಒಳಿತಿಗಾಗಿ, ದೇಶಕ್ಕಾಗಿ ಬದುಕುವವರು ಆರ್‌ಎಸ್‌ಎಸ್ ಕಾರ್ಯಕರ್ತರು. ಇವೆಲ್ಲವನ್ನು ತಿಳಿದು ತಿಳಿಯದ ಹಾಗೆ ಬಿಕೆ ಹರಿಪ್ರಸಾದ್ ಅವರು ತಮ್ಮ ಹೇಳಿಕೆಯಲ್ಲಿ ಆರ್ ಎಸ್ ಎಸ್ ಅನ್ನು ಹೀಯಾಳಿಸಿದ್ದು ನಾಚಿಕೆ ತರುವ ವಿಷಯ. ಕಾಂಗ್ರೆಸ್‌ನ ದಾಖಲೆ ಎಷ್ಟು ದೇಶದ ಅಭಿವೃದ್ಧಿಗೆ ವಿರೋಧಿಯಾದ ಪಕ್ಷ ಎಂಬುದನ್ನು ಅದರ ಇತಿಹಾಸವೇ ತೋರಿಸುತ್ತದೆ. ಕಾಂಗ್ರೆಸ್‌ನ ದೀರ್ಘ ಆಡಳಿತದಲ್ಲಿ ದೇಶದಲ್ಲಿ ಭ್ರಷ್ಟಾಚಾರ ಮತ್ತು ಸಾಮಾಜಿಕ ಅಶಾಂತಿ ಹೆಚ್ಚಾಗಿದೆ. ಇದಕ್ಕೆ ಉದಾಹರಣೆಯಾಗಿ, ಕಾಂಗ್ರೆಸ್ ಆಡಳಿತದಲ್ಲಿ ತುರ್ತು ಪರಿಸ್ಥಿತಿ ಹೇರಿದ್ದು, ಸಂವಿಧಾನವನ್ನು ದುರ್ಬಳಕೆ ಮಾಡಿದ್ದು ಇತಿಹಾಸದ ಕರಾಳ ಅಧ್ಯಾಯ. ಹೀಗಿರುವಾಗ ಆರ್‌ಎಸ್‌ಎಸ್‌ ಬಗ್ಗೆ ಮಾತನಾಡುವ ನೈತಿಕತೆ ಕಾಂಗ್ರೆಸ್ ನಾಯಕರಿಗೆ ಇಲ್ಲ. ಒಂದು ಕಾಲದಲ್ಲಿ ನೆಹರೂ ಅವರೇ ಗಣರಾಜ್ಯೋತ್ಸವ ಪರೇಡ್‌ಗೆ ಆರ್‌ಎಸ್‌ಎಸ್ ಸ್ವಯಂಸೇವಕರನ್ನು ಆಹ್ವಾನಿಸಿದ್ದರು. ಎಂದು ಬಿಜೆಪಿ ಯುವ ಮುಖಂಡ ವೆಂಕಟೇಶ್ ಅಶೋಕ್ ಕಾಟವೆ ತಮ್ಮ ಪತ್ರಿಕಾ ಪ್ರಕಟಣೆಯಲ್ಲಿ ತಿಳಿಸಿದ್ದಾರೆ. — [52, 799, 378, 1040]
vimana-body: ಎಂದು ನಿಗದಿಪಡಿಸಿದ್ದು ಎಸ್.ಸಿ. ಸಂತ್ರಸ್ತರಿಗೆ 450 ರೂ. ಪರಿಹಾರ ಕೊಟ್ಟು ಪುನರ್ವಸತಿ ಎಂದು ನಗರಾಭಿವೃದ್ಧಿ ಪ್ರಾಧಿಕಾರದಿಂದ ನಿವೇಶನ ಪಡೆದಿರುವ ಮನೆ ನಿವೇಶನದ ಬೆಲೆಯನ್ನು ಪ್ರತಿ ಚದರ ಅಡಿಗೆ 485 ರೂ. ಎಂದು ನಿಗದಿಪಡಿಸಿರುವುದು ಯಾವ ನ್ಯಾಯ ಎಂದು ಪ್ರಶ್ನಿಸಿದರು. ಪ್ರತಿಭಟನೆಯಲ್ಲಿ ಸಂತ್ರಸ್ತರು ಹಾಗೂ ಸಂಘಟನೆಯ ಪದಾಧಿಕಾರಿಗಳು ಪಾಲ್ಗೊಂಡಿದ್ದರು. — [973, 1065, 1235, 1143]
divider — [52, 380, 378, 381]
notice-subheading: (ಕರ್ನಾಟಕ ಸಾರ್ವಜನಿಕ ಸಂಗ್ರಹಣೆ ಪೋರ್ಟಲ್ ಮೂಲಕ) — [1152, 1950, 1514, 1966]
notice-contact: ಮೊ: 9481992500 ಇ-ಮೇಲ್: dcf_dwd@yahoo.co.in — [1231, 1890, 1435, 1901]
page-number: 2 — [41, 23, 89, 105]
notice-ref: ಕಡತ ಸಂಖ್ಯೆ:ಎ2/ಟೆಂಡರ್/ಮೆನು/ಧಾಪ್ರಾವಿ/ಕಕಸೆ-48/2025-26 ದಿನಾಂಕ: 18-08-2025 — [1143, 1904, 1522, 1920]
